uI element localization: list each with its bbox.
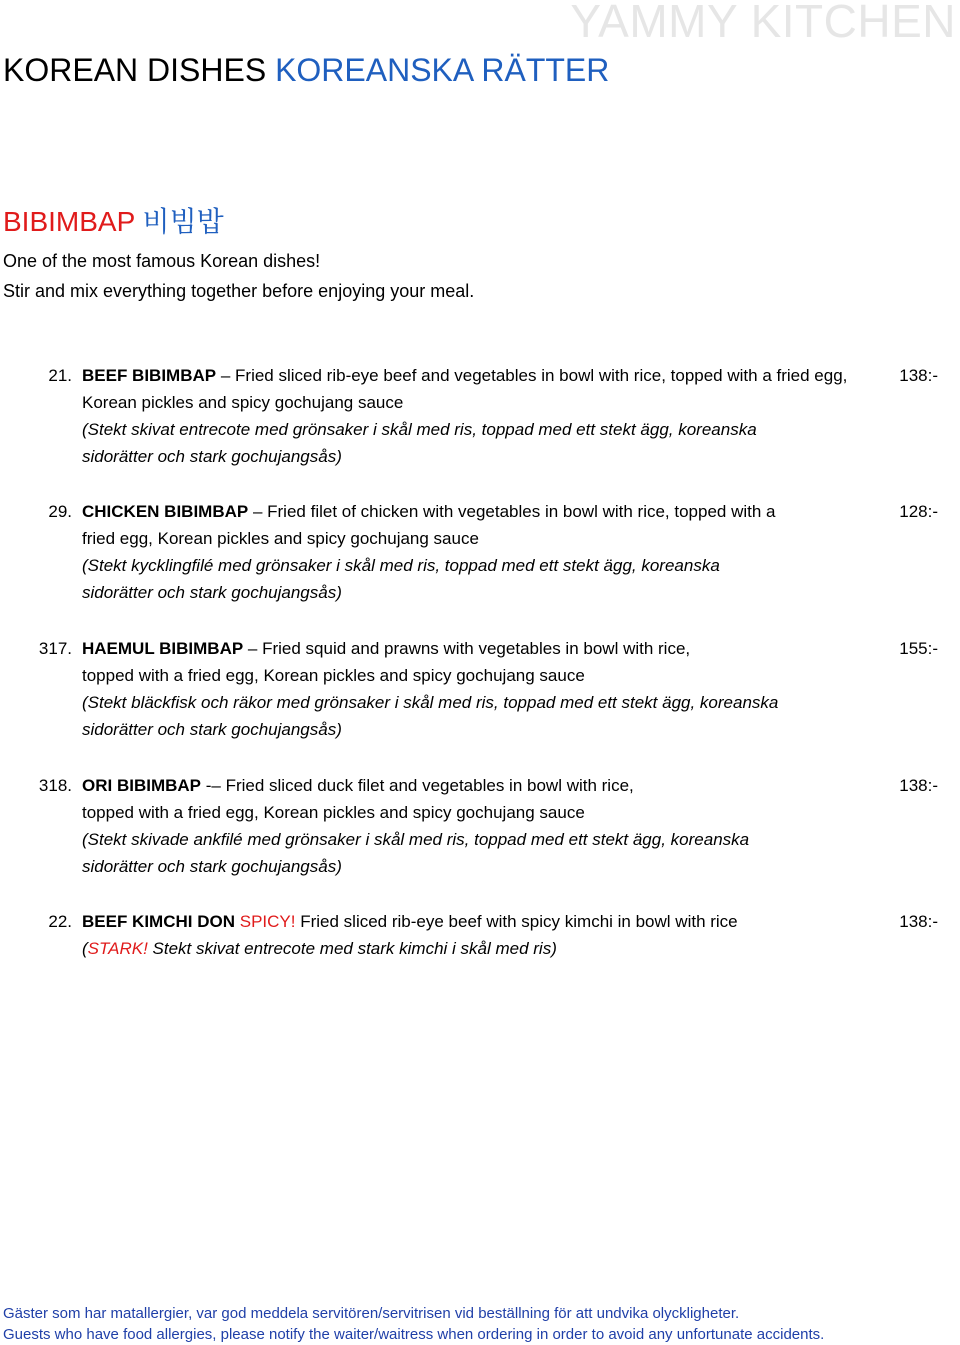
item-desc-sv-2: sidorätter och stark gochujangsås) [82, 857, 342, 876]
item-desc-sv-2: sidorätter och stark gochujangsås) [82, 583, 342, 602]
section-intro-2: Stir and mix everything together before enjoying your meal. [3, 281, 475, 301]
item-desc-sv-1: (Stekt skivade ankfilé med grönsaker i skål med ris, toppad med ett stekt ägg, koreanska [82, 830, 750, 849]
item-name: CHICKEN BIBIMBAP [82, 502, 249, 521]
item-desc-sv-2: sidorätter och stark gochujangsås) [82, 720, 342, 739]
item-body [82, 498, 776, 606]
item-desc-2: topped with a fried egg, Korean pickles and spicy gochujang sauce [82, 666, 585, 685]
item-body [82, 908, 738, 962]
allergy-notice-sv: Gäster som har matallergier, var god meddela servitören/servitrisen vid beställning för att undvika olyckligheter. [3, 1305, 740, 1322]
page-title-en: KOREAN DISHES [3, 52, 267, 88]
item-dash: -– [201, 776, 226, 795]
item-desc: Fried filet of chicken with vegetables in bowl with rice, topped with a [267, 502, 776, 521]
item-desc-sv-1: (Stekt skivat entrecote med grönsaker i skål med ris, toppad med ett stekt ägg, koreanska [82, 420, 757, 439]
item-desc: Fried squid and prawns with vegetables in bowl with rice, [262, 639, 691, 658]
item-desc-sv-1 [82, 935, 738, 962]
item-number: 22. [48, 912, 72, 931]
item-desc-sv-rest: Stekt skivat entrecote med stark kimchi i skål med ris) [147, 939, 557, 958]
item-price: 128:- [899, 502, 938, 521]
item-price: 138:- [899, 366, 938, 385]
section-intro-1: One of the most famous Korean dishes! [3, 251, 321, 271]
page-title [3, 52, 609, 89]
item-name: HAEMUL BIBIMBAP [82, 639, 244, 658]
item-desc-2: fried egg, Korean pickles and spicy gochujang sauce [82, 529, 479, 548]
spicy-badge: SPICY! [239, 912, 296, 931]
item-desc-2: Korean pickles and spicy gochujang sauce [82, 393, 404, 412]
item-desc: Fried sliced rib-eye beef with spicy kimchi in bowl with rice [295, 912, 738, 931]
item-dash: – [248, 502, 268, 521]
item-desc-sv-1: (Stekt bläckfisk och räkor med grönsaker i skål med ris, toppad med ett stekt ägg, koreanska [82, 693, 779, 712]
item-number: 318. [38, 776, 72, 795]
item-body [82, 772, 749, 880]
section-title-en: BIBIMBAP [3, 206, 135, 237]
watermark: YAMMY KITCHEN [570, 0, 956, 47]
item-line-1 [82, 362, 847, 389]
item-desc-sv-1: (Stekt kycklingfilé med grönsaker i skål med ris, toppad med ett stekt ägg, koreanska [82, 556, 720, 575]
item-number: 317. [38, 639, 72, 658]
item-dash: – [243, 639, 263, 658]
stark-badge: STARK! [87, 939, 148, 958]
sv-paren: ( [82, 939, 88, 958]
item-name: BEEF KIMCHI DON [82, 912, 235, 931]
item-line-1 [82, 498, 776, 525]
item-body [82, 362, 847, 470]
item-line-1 [82, 908, 738, 935]
item-number: 21. [48, 366, 72, 385]
section-title [3, 200, 224, 240]
item-desc-2: topped with a fried egg, Korean pickles and spicy gochujang sauce [82, 803, 585, 822]
section-title-ko: 비빔밥 [142, 205, 224, 238]
item-line-1 [82, 635, 778, 662]
item-line-1 [82, 772, 749, 799]
item-price: 155:- [899, 639, 938, 658]
item-desc-sv-2: sidorätter och stark gochujangsås) [82, 447, 342, 466]
item-desc: Fried sliced rib-eye beef and vegetables in bowl with rice, topped with a fried egg, [235, 366, 848, 385]
item-price: 138:- [899, 776, 938, 795]
item-dash: – [216, 366, 236, 385]
item-price: 138:- [899, 912, 938, 931]
page-title-sv: KOREANSKA RÄTTER [275, 52, 610, 88]
item-body [82, 635, 778, 743]
item-desc: Fried sliced duck filet and vegetables in bowl with rice, [225, 776, 634, 795]
item-number: 29. [48, 502, 72, 521]
allergy-notice-en: Guests who have food allergies, please notify the waiter/waitress when ordering in order to avoid any unfortunate accidents. [3, 1326, 825, 1343]
item-name: ORI BIBIMBAP [82, 776, 201, 795]
item-name: BEEF BIBIMBAP [82, 366, 217, 385]
